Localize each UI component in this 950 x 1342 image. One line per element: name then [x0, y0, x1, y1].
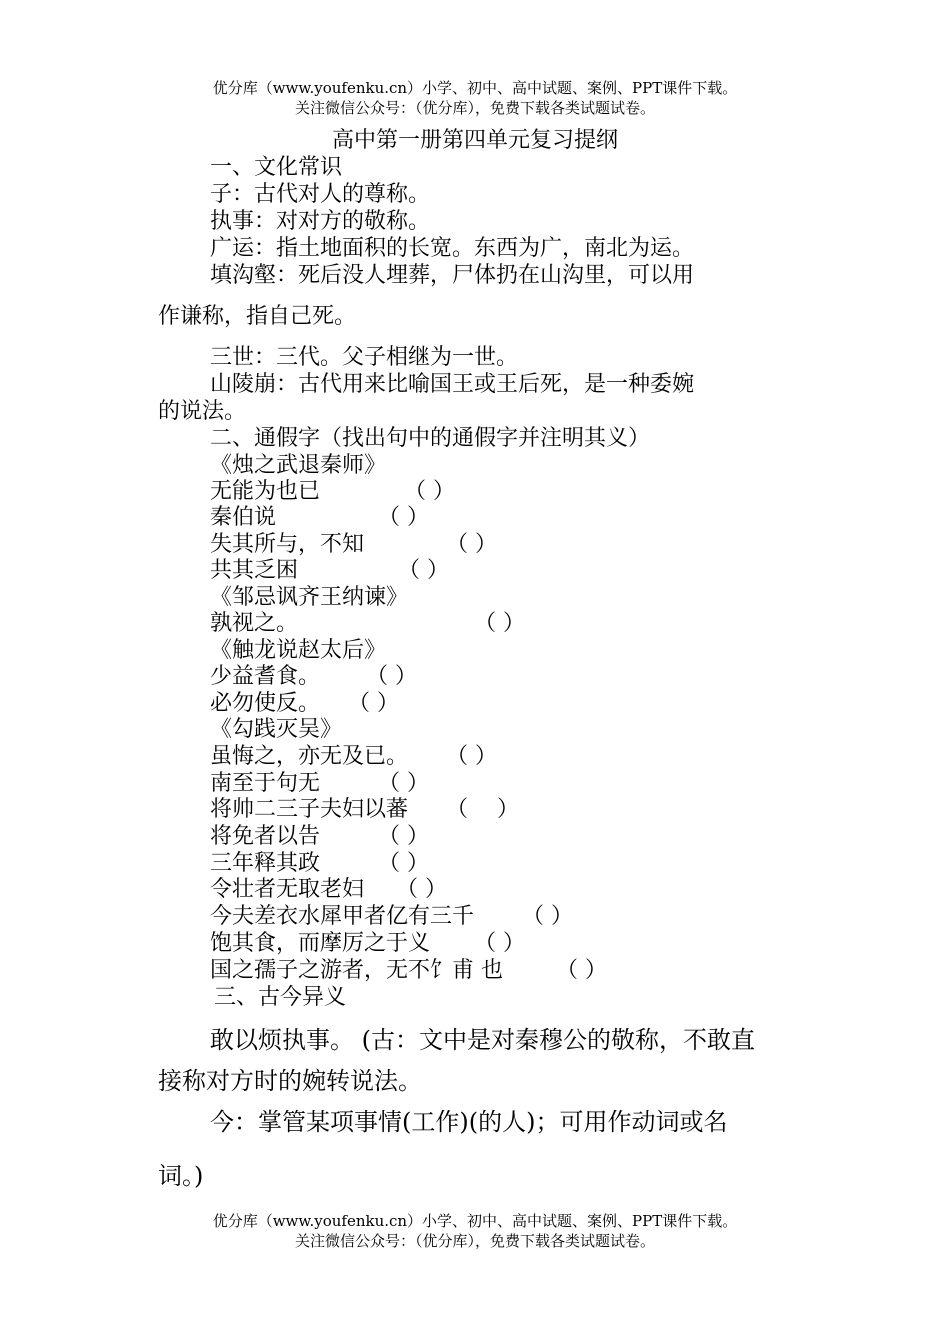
text-title: 《邹忌讽齐王纳谏》 [210, 585, 409, 610]
answer-blank[interactable]: （ ） [522, 904, 573, 929]
tongjia-sentence: 孰视之。 [210, 611, 299, 636]
tongjia-sentence: 三年释其政 [210, 851, 321, 876]
answer-blank[interactable]: （ ） [446, 532, 497, 557]
text-title: 《触龙说赵太后》 [210, 638, 387, 663]
culture-item: 填沟壑：死后没人埋葬，尸体扔在山沟里，可以用 [210, 263, 695, 288]
culture-item-continued: 的说法。 [158, 399, 247, 424]
tongjia-sentence: 共其乏困 [210, 558, 299, 583]
culture-item: 山陵崩：古代用来比喻国王或王后死，是一种委婉 [210, 372, 695, 397]
answer-blank[interactable]: （ ） [366, 664, 417, 689]
tongjia-sentence: 失其所与，不知 [210, 532, 365, 557]
culture-item: 执事：对对方的敬称。 [210, 209, 431, 234]
tongjia-sentence: 令壮者无取老妇 [210, 877, 365, 902]
footer-line-1: 优分库（www.youfenku.cn）小学、初中、高中试题、案例、PPT课件下载。 [212, 1212, 738, 1230]
culture-item: 子：古代对人的尊称。 [210, 182, 431, 207]
answer-blank[interactable]: （ ） [378, 771, 429, 796]
tongjia-sentence: 将帅二三子夫妇以蕃 [210, 797, 409, 822]
header-line-1: 优分库（www.youfenku.cn）小学、初中、高中试题、案例、PPT课件下载。 [212, 79, 738, 97]
tongjia-sentence: 必勿使反。 [210, 691, 321, 716]
answer-blank[interactable]: （ ） [446, 797, 519, 822]
tongjia-sentence: 将免者以告 [210, 824, 321, 849]
answer-blank[interactable]: （ ） [378, 505, 429, 530]
text-title: 《烛之武退秦师》 [210, 453, 387, 478]
tongjia-sentence: 秦伯说 [210, 505, 277, 530]
culture-item-continued: 作谦称，指自己死。 [158, 304, 357, 329]
answer-blank[interactable]: （ ） [396, 877, 447, 902]
page-title: 高中第一册第四单元复习提纲 [331, 128, 618, 153]
tongjia-sentence: 无能为也已 [210, 479, 321, 504]
tongjia-sentence: 虽悔之，亦无及已。 [210, 744, 409, 769]
tongjia-sentence: 饱其食，而摩厉之于义 [210, 931, 431, 956]
answer-blank[interactable]: （ ） [398, 558, 449, 583]
culture-item: 三世：三代。父子相继为一世。 [210, 345, 519, 370]
section-heading-tongjia: 二、通假字（找出句中的通假字并注明其义） [210, 426, 651, 451]
gujin-paragraph-line: 接称对方时的婉转说法。 [158, 1067, 422, 1095]
answer-blank[interactable]: （ ） [474, 611, 525, 636]
gujin-paragraph-line: 词。) [158, 1162, 204, 1190]
answer-blank[interactable]: （ ） [348, 691, 399, 716]
answer-blank[interactable]: （ ） [556, 958, 607, 983]
text-title: 《勾践灭吴》 [210, 717, 343, 742]
section-heading-culture: 一、文化常识 [210, 155, 343, 180]
gujin-paragraph-line: 敢以烦执事。 (古：文中是对秦穆公的敬称，不敢直 [210, 1026, 755, 1054]
answer-blank[interactable]: （ ） [378, 851, 429, 876]
tongjia-sentence: 今夫差衣水犀甲者亿有三千 [210, 904, 475, 929]
answer-blank[interactable]: （ ） [474, 931, 525, 956]
answer-blank[interactable]: （ ） [404, 479, 455, 504]
culture-item: 广运：指土地面积的长宽。东西为广，南北为运。 [210, 236, 695, 261]
header-line-2: 关注微信公众号：（优分库），免费下载各类试题试卷。 [294, 99, 655, 117]
footer-line-2: 关注微信公众号：（优分库），免费下载各类试题试卷。 [294, 1232, 655, 1250]
section-heading-gujin: 三、古今异义 [214, 985, 347, 1010]
answer-blank[interactable]: （ ） [446, 744, 497, 769]
answer-blank[interactable]: （ ） [378, 824, 429, 849]
gujin-paragraph-line: 今：掌管某项事情(工作)(的人)；可用作动词或名 [210, 1108, 728, 1136]
tongjia-sentence: 南至于句无 [210, 771, 321, 796]
tongjia-sentence: 国之孺子之游者，无不饣甫 也 [210, 958, 503, 983]
tongjia-sentence: 少益耆食。 [210, 664, 321, 689]
